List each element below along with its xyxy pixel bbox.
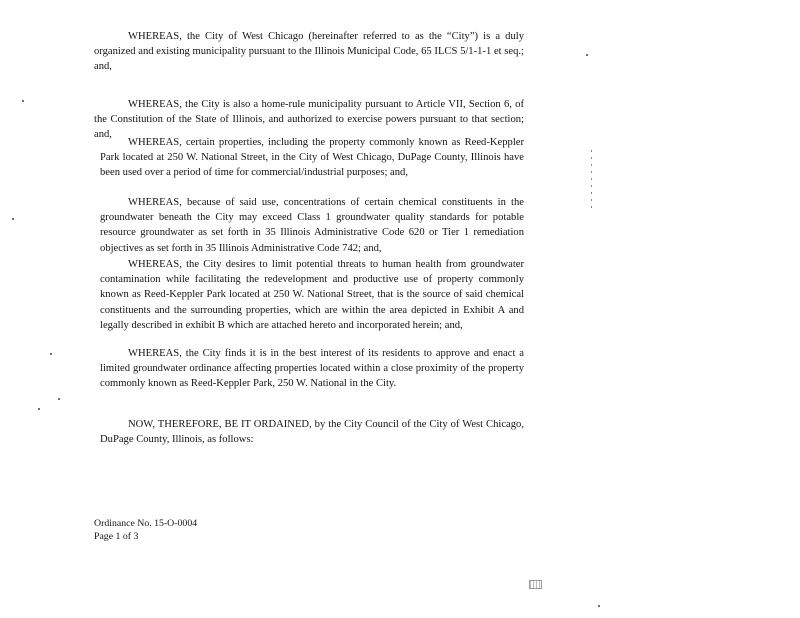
scan-speck xyxy=(598,605,600,607)
page-number: Page 1 of 3 xyxy=(94,531,139,542)
ordaining-lead: NOW, THEREFORE, BE IT ORDAINED, xyxy=(128,419,312,430)
scan-marker-icon xyxy=(529,580,542,589)
recital-text: certain properties, including the property commonly known as Reed-Keppler Park located at 250 W. National Street, in the City of West Chicago, DuPage County, Illinois have been used over a period of time for commercial/industrial purposes; and, xyxy=(100,137,524,179)
recital-text: because of said use, concentrations of certain chemical constituents in the groundwater beneath the City may exceed Class 1 groundwater quality standards for potable resource groundwater as set forth in 35 Illinois Administrative Code 620 or Tier 1 remediation objectives as set forth in 35 Illinois Administrative Code 742; and, xyxy=(100,197,524,254)
recital-paragraph-6 xyxy=(100,346,524,392)
scan-speck xyxy=(50,353,52,355)
recital-text: the City finds it is in the best interest of its residents to approve and enact a limited groundwater ordinance affecting properties located within a close proximity of the property commonly known as Reed-Keppler Park, 250 W. National in the City. xyxy=(100,348,524,390)
recital-lead: WHEREAS, xyxy=(128,197,182,208)
recital-lead: WHEREAS, xyxy=(128,259,182,270)
ordaining-clause xyxy=(100,417,524,447)
scan-edge-artifact xyxy=(591,150,592,210)
recital-lead: WHEREAS, xyxy=(128,348,182,359)
ordinance-number: Ordinance No. 15-O-0004 xyxy=(94,518,198,529)
recital-paragraph-5 xyxy=(100,257,524,333)
recital-paragraph-3 xyxy=(100,135,524,181)
ordaining-text: by the City Council of the City of West Chicago, DuPage County, Illinois, as follows: xyxy=(100,419,525,446)
recital-lead: WHEREAS, xyxy=(128,137,182,148)
recital-text: the City desires to limit potential threats to human health from groundwater contamination while facilitating the redevelopment and productive use of property commonly known as Reed-Keppler Park located at 250 W. National Street, that is the source of said chemical constituents and the surrounding properties, which are within the area depicted in Exhibit A and legally described in exhibit B which are attached hereto and incorporated herein; and, xyxy=(100,259,524,331)
scan-speck xyxy=(22,100,24,102)
recital-paragraph-4 xyxy=(100,195,524,256)
recital-lead: WHEREAS, xyxy=(128,31,182,42)
scan-speck xyxy=(586,54,588,56)
recital-lead: WHEREAS, xyxy=(128,99,182,110)
recital-text: the City of West Chicago (hereinafter referred to as the “City”) is a duly organized and existing municipality pursuant to the Illinois Municipal Code, 65 ILCS 5/1-1-1 et seq.; and, xyxy=(94,31,524,73)
recital-text: the City is also a home-rule municipality pursuant to Article VII, Section 6, of the Constitution of the State of Illinois, and authorized to exercise powers pursuant to that section; and, xyxy=(94,99,524,141)
scan-speck xyxy=(12,218,14,220)
scan-speck xyxy=(58,398,60,400)
scan-speck xyxy=(38,408,40,410)
recital-paragraph-1 xyxy=(94,29,524,75)
